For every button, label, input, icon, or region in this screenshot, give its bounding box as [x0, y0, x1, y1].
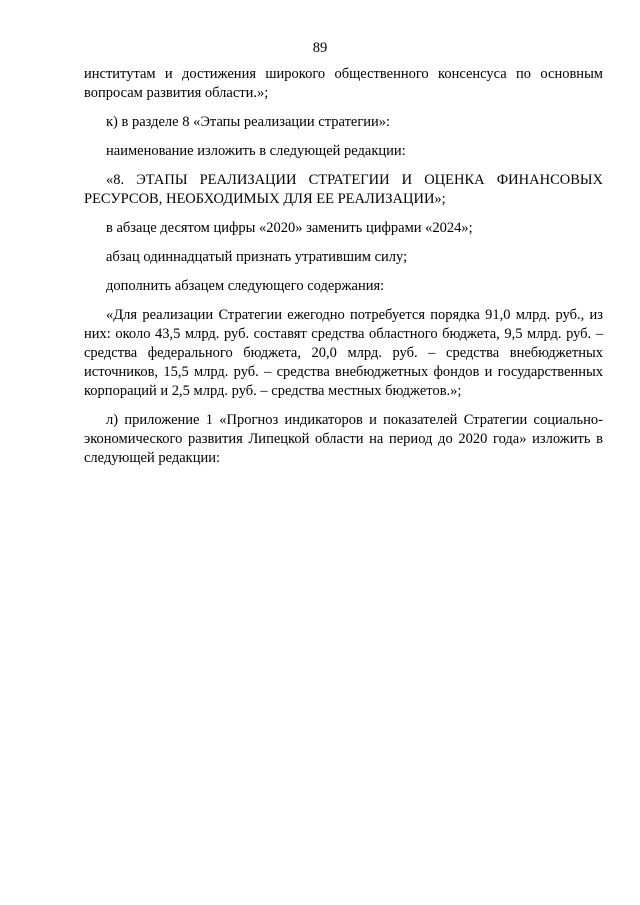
paragraph-replace-numbers: в абзаце десятом цифры «2020» заменить цифрами «2024»; [106, 220, 473, 236]
paragraph-repeal: абзац одиннадцатый признать утратившим силу; [106, 249, 408, 265]
paragraph-section-l: л) приложение 1 «Прогноз индикаторов и показателей Стратегии социально-экономического развития Липецкой области на период до 2020 года» изложить в следующей редакции: [84, 412, 603, 466]
paragraph-add-instruction: дополнить абзацем следующего содержания: [106, 278, 385, 294]
paragraph-title-instruction: наименование изложить в следующей редакции: [106, 143, 406, 159]
paragraph-financing: «Для реализации Стратегии ежегодно потребуется порядка 91,0 млрд. руб., из них: около 43,5 млрд. руб. составят средства областного бюджета, 9,5 млрд. руб. – средства федерального бюджета, 20,0 млрд. руб. – средства внебюджетных источников, 15,5 млрд. руб. – средства внебюджетных фондов и государственных корпораций и 2,5 млрд. руб. – средства местных бюджетов.»; [84, 307, 603, 399]
document-body [84, 65, 603, 478]
paragraph-continuation: институтам и достижения широкого общественного консенсуса по основным вопросам развития области.»; [84, 66, 603, 101]
paragraph-section-k: к) в разделе 8 «Этапы реализации стратегии»: [106, 114, 391, 130]
paragraph-new-section-title: «8. ЭТАПЫ РЕАЛИЗАЦИИ СТРАТЕГИИ И ОЦЕНКА ФИНАНСОВЫХ РЕСУРСОВ, НЕОБХОДИМЫХ ДЛЯ ЕЕ РЕАЛИЗАЦИИ»; [84, 172, 603, 207]
page-number: 89 [312, 40, 328, 56]
